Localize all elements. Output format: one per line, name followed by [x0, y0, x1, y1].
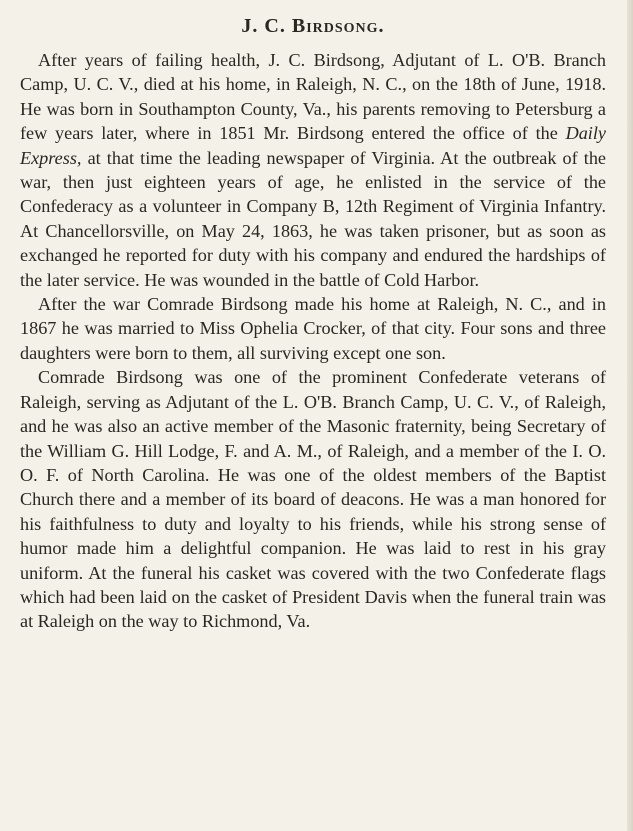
article	[20, 14, 606, 634]
paragraph-1-text-before: After years of failing health, J. C. Birdsong, Adjutant of L. O'B. Branch Camp, U. C. V., died at his home, in Raleigh, N. C., on the 18th of June, 1918. He was born in Southampton County, Va., his parents removing to Petersburg a few years later, where in 1851 Mr. Birdsong entered the office of the	[20, 50, 606, 144]
paragraph-1-text-after: at that time the leading newspaper of Virginia. At the outbreak of the war, then just eighteen years of age, he enlisted in the service of the Confederacy as a volunteer in Company B, 12th Regiment of Virginia Infantry. At Chancellorsville, on May 24, 1863, he was taken prisoner, but as soon as exchanged he reported for duty with his company and endured the hardships of the later service. He was wounded in the battle of Cold Harbor.	[20, 147, 606, 290]
paragraph-1	[20, 48, 606, 292]
paragraph-2: After the war Comrade Birdsong made his home at Raleigh, N. C., and in 1867 he was married to Miss Ophelia Crocker, of that city. Four sons and three daughters were born to them, all surviving except one son.	[20, 294, 606, 363]
page-edge	[627, 0, 633, 831]
paragraph-3: Comrade Birdsong was one of the prominent Confederate veterans of Raleigh, serving as Adjutant of the L. O'B. Branch Camp, U. C. V., of Raleigh, and he was also an active member of the Masonic fraternity, being Secretary of the William G. Hill Lodge, F. and A. M., of Raleigh, and a member of the I. O. O. F. of North Carolina. He was one of the oldest members of the Baptist Church there and a member of its board of deacons. He was a man honored for his faithfulness to duty and loyalty to his friends, while his strong sense of humor made him a delightful companion. He was laid to rest in his gray uniform. At the funeral his casket was covered with the two Confederate flags which had been laid on the casket of President Davis when the funeral train was at Raleigh on the way to Richmond, Va.	[20, 367, 606, 632]
article-title	[20, 14, 606, 38]
newspaper-name: Daily Express,	[20, 123, 606, 168]
article-title-text: J. C. Birdsong.	[241, 15, 385, 37]
